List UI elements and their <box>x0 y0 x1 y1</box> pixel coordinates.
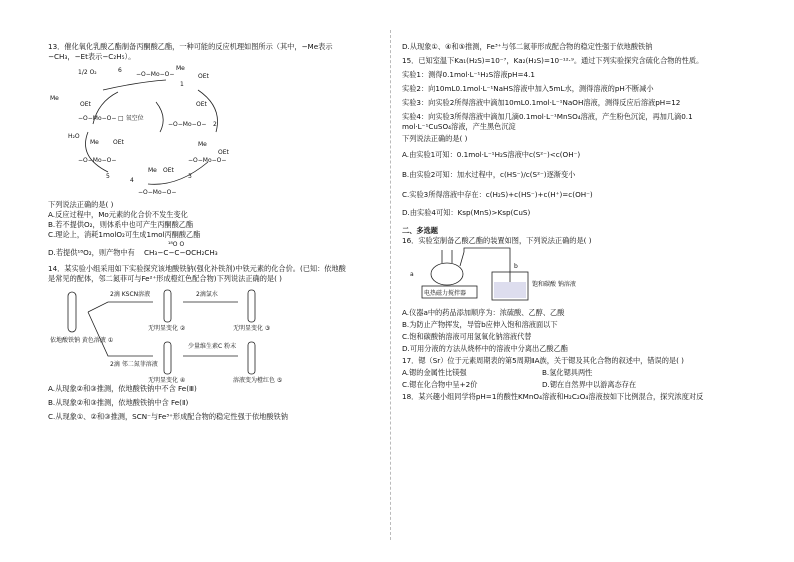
fig13-mo-right: −O−Mo−O− <box>168 121 207 128</box>
fig14-res2: 无明显变化 ② <box>148 325 186 332</box>
q14-option-a: A.从现象②和③推测，依地酸铁钠中不含 Fe(Ⅲ) <box>48 384 197 393</box>
fig13-step6: 6 <box>118 67 122 74</box>
fig14-res3: 无明显变化 ③ <box>233 325 271 332</box>
fig13-oet-right: OEt <box>196 101 207 108</box>
fig13-half-o2: 1/2 O₂ <box>78 69 97 76</box>
fig13-oet-left: OEt <box>80 101 91 108</box>
fig16-beaker-liquid <box>494 282 526 298</box>
fig13-step1: 1 <box>180 81 184 88</box>
fig14-drop2: 2滴氯水 <box>196 291 218 298</box>
q14-stem-line1: 14．某实验小组采用如下实验探究该地酸铁钠(强化补铁剂)中铁元素的化合价。(已知：依地酸 <box>48 264 346 273</box>
q13-option-d-sup: ¹⁸O O <box>168 241 185 248</box>
fig14-res4: 无明显变化 ④ <box>148 377 186 384</box>
fig13-oet-top: OEt <box>198 73 209 80</box>
fig16-solution-label: 饱和碳酸 钠溶液 <box>532 281 576 288</box>
q13-option-d-formula: CH₃−C−C−OCH₂CH₃ <box>144 248 218 257</box>
fig14-arrow-lower <box>88 312 153 356</box>
q17-option-a: A.锶的金属性比镁强 <box>402 368 467 377</box>
q13-option-d <box>48 240 398 262</box>
q17-option-b: B.氢化锶具两性 <box>542 368 593 377</box>
q15-option-d: D.由实验4可知：Ksp(MnS)>Ksp(CuS) <box>402 208 531 217</box>
q15-stem: 15．已知室温下Ka₁(H₂S)=10⁻⁷，Ka₂(H₂S)=10⁻¹²·⁹。通过下列实验探究含硫化合物的性质。 <box>402 56 704 65</box>
q16-option-c: C.饱和碳酸钠溶液可用氢氧化钠溶液代替 <box>402 332 532 341</box>
fig13-me-mid: Me <box>90 139 99 146</box>
fig13-arrow-inner <box>156 102 163 132</box>
q13-prompt: 下列说法正确的是( ) <box>48 200 114 209</box>
fig13-arrow-bottom <box>148 162 208 184</box>
q13-option-b: B.若不提供O₂，则体系中也可产生丙酮酸乙酯 <box>48 220 194 229</box>
fig14-tube4 <box>164 342 171 374</box>
fig13-h2o: H₂O <box>68 133 80 140</box>
q15-exp4-line1: 实验4：向实验3所得溶液中滴加几滴0.1mol·L⁻¹MnSO₄溶液，产生粉色沉淀，再加几滴0.1 <box>402 112 693 121</box>
fig13-me-bottom: Me <box>148 167 157 174</box>
fig13-me-right: Me <box>198 141 207 148</box>
q14-experiment-figure <box>48 284 398 384</box>
fig16-delivery-tube <box>464 248 510 286</box>
fig13-me-left: Me <box>50 95 59 102</box>
q13-stem-line2: −CH₃，−Et表示−C₂H₅）。 <box>48 52 136 61</box>
fig14-drop3: 2滴 邻二氮菲溶液 <box>110 361 158 368</box>
fig13-mo-bottomright: −O−Mo−O− <box>188 157 227 164</box>
fig13-mo-bottom: −O−Mo−O− <box>138 189 177 196</box>
fig13-arrow-leftbottom <box>86 132 109 172</box>
q16-option-b: B.为防止产物挥发，导管b应伸入饱和溶液面以下 <box>402 320 558 329</box>
fig13-arrow-top <box>103 80 166 90</box>
fig14-tube1-label: 依地酸铁钠 黄色溶液 ① <box>50 337 114 344</box>
q17-option-c: C.锶在化合物中呈+2价 <box>402 380 478 389</box>
fig13-vacancy: □ 氧空位 <box>118 115 144 122</box>
q17-option-d: D.锶在自然界中以游离态存在 <box>542 380 637 389</box>
fig13-oet-right2: OEt <box>218 149 229 156</box>
q14-option-c: C.从现象①、②和③推测，SCN⁻与Fe³⁺形成配合物的稳定性强于依地酸铁钠 <box>48 412 288 421</box>
q14-stem-line2: 是常见的配体，邻二氮菲可与Fe²⁺形成橙红色配合物)下列说法正确的是( ) <box>48 274 282 283</box>
fig14-res5: 溶液变为橙红色 ⑤ <box>233 377 283 384</box>
q14-option-b: B.从现象②和③推测，依地酸铁钠中含 Fe(Ⅱ) <box>48 398 189 407</box>
fig13-step3: 3 <box>188 173 192 180</box>
q16-option-d: D.可用分液的方法从烧杯中的溶液中分离出乙酸乙酯 <box>402 344 568 353</box>
q17-stem: 17．锶（Sr）位于元素周期表的第5周期ⅡA族，关于锶及其化合物的叙述中，错误的是( ) <box>402 356 684 365</box>
q13-option-a: A.反应过程中，Mo元素的化合价不发生变化 <box>48 210 188 219</box>
fig13-mo-top: −O−Mo−O− <box>136 71 175 78</box>
q14-option-d: D.从现象①、④和⑤推测，Fe³⁺与邻二氮菲形成配合物的稳定性强于依地酸铁钠 <box>402 42 653 51</box>
q16-option-a: A.仪器a中的药品添加顺序为：浓硫酸、乙醇、乙酸 <box>402 308 565 317</box>
fig13-oet-mid: OEt <box>113 139 124 146</box>
q16-apparatus-figure <box>402 246 752 308</box>
q13-option-c: C.理论上，消耗1molO₂可生成1mol丙酮酸乙酯 <box>48 230 201 239</box>
fig14-tube1 <box>68 292 76 332</box>
q15-exp4-line2: mol·L⁻¹CuSO₄溶液，产生黑色沉淀 <box>402 122 516 131</box>
fig16-flask <box>431 263 463 285</box>
fig14-add5: 少量维生素C 粉末 <box>188 343 237 350</box>
right-column <box>402 42 752 402</box>
q15-prompt: 下列说法正确的是( ) <box>402 134 468 143</box>
q17-options-row2 <box>402 380 752 390</box>
q15-option-a: A.由实验1可知：0.1mol·L⁻¹H₂S溶液中c(S²⁻)<c(OH⁻) <box>402 150 581 159</box>
fig14-arrow-upper <box>88 302 153 312</box>
fig14-tube5 <box>248 342 255 374</box>
fig14-tube2 <box>164 290 171 322</box>
fig13-step2: 2 <box>213 121 217 128</box>
fig13-mo-bottomleft: −O−Mo−O− <box>78 157 117 164</box>
fig13-mo-left: −O−Mo−O− <box>78 115 117 122</box>
q15-exp2: 实验2：向10mL0.1mol·L⁻¹NaHS溶液中加入5mL水，测得溶液的pH不断减小 <box>402 84 654 93</box>
q13-option-d-prefix: D.若提供¹⁸O₂，则产物中有 <box>48 248 135 257</box>
fig16-label-a: a <box>410 271 414 278</box>
q13-mechanism-figure <box>48 62 398 200</box>
fig16-label-b: b <box>514 263 518 270</box>
q13-stem-line1: 13．催化氧化乳酸乙酯制备丙酮酸乙酯，一种可能的反应机理如图所示（其中，−Me表示 <box>48 42 333 51</box>
q15-exp1: 实验1：测得0.1mol·L⁻¹H₂S溶液pH=4.1 <box>402 70 535 79</box>
left-column <box>48 42 398 422</box>
fig13-oet-bottom: OEt <box>163 167 174 174</box>
q15-option-c: C.实验3所得溶液中存在：c(H₂S)+c(HS⁻)+c(H⁺)=c(OH⁻) <box>402 190 593 199</box>
fig16-stirrer-label: 电热磁力搅拌器 <box>424 290 467 297</box>
fig14-tube3 <box>248 290 255 322</box>
q18-stem: 18．某兴趣小组同学将pH=1的酸性KMnO₄溶液和H₂C₂O₄溶液按如下比例混合，探究浓度对反 <box>402 392 704 401</box>
q15-option-b: B.由实验2可知：加水过程中，c(HS⁻)/c(S²⁻)逐渐变小 <box>402 170 576 179</box>
section-multi-choice-heading: 二、多选题 <box>402 226 438 235</box>
q17-options-row1 <box>402 368 752 378</box>
q15-exp3: 实验3：向实验2所得溶液中滴加10mL0.1mol·L⁻¹NaOH溶液，测得反应后溶液pH=12 <box>402 98 681 107</box>
q16-stem: 16．实验室制备乙酸乙酯的装置如图，下列说法正确的是( ) <box>402 236 592 245</box>
fig13-step5: 5 <box>106 173 110 180</box>
fig14-drop1: 2滴 KSCN溶液 <box>110 291 151 298</box>
fig13-me-top: Me <box>176 65 185 72</box>
fig13-step4: 4 <box>130 177 134 184</box>
